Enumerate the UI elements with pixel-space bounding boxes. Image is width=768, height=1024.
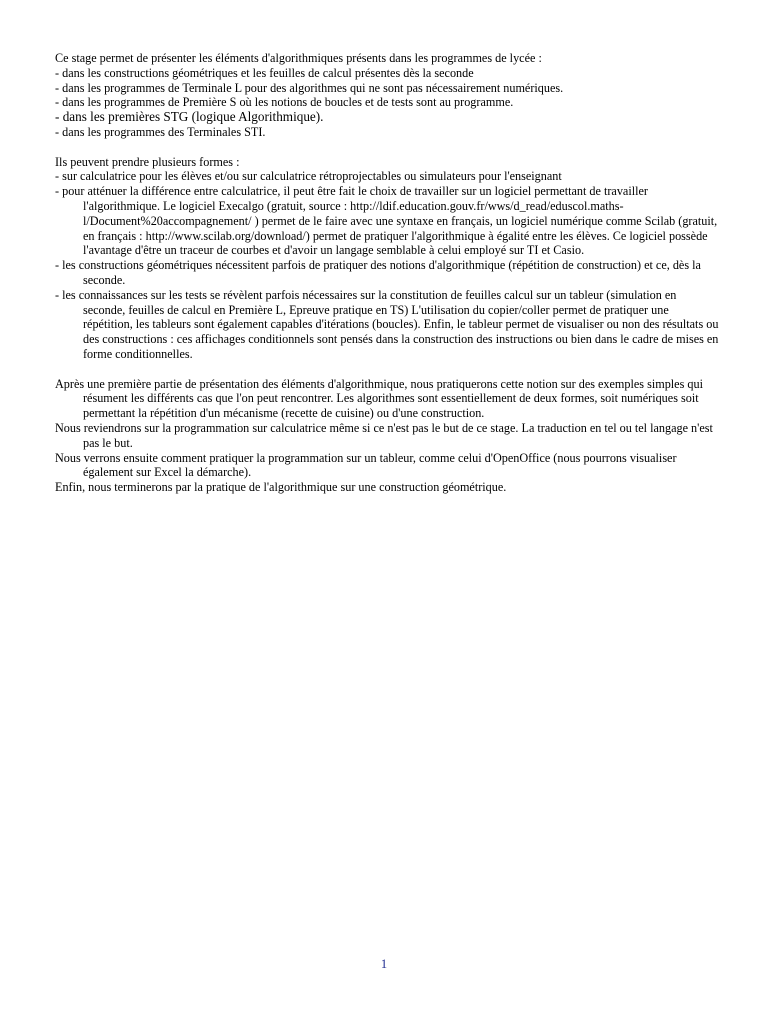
paragraph-gap (55, 140, 720, 155)
plan-item: Après une première partie de présentation des éléments d'algorithmique, nous pratiquerons cette notion sur des exemples simples qui résument les différents cas que l'on peut rencontrer. Les algorithmes sont essentiellement de deux formes, soit numériques soit permettant la répétition d'un mécanisme (recette de cuisine) ou d'une construction. (55, 376, 703, 421)
plan-item: Nous reviendrons sur la programmation sur calculatrice même si ce n'est pas le but de ce stage. La traduction en tel ou tel langage n'est pas le but. (55, 420, 713, 450)
forms-item: - les connaissances sur les tests se révèlent parfois nécessaires sur la constitution de feuilles calcul sur un tableur (simulation en seconde, feuilles de calcul en Première L, Epreuve pratique en TS) L'utilisation du copier/coller permet de pratiquer une répétition, les tableurs sont également capables d'itérations (boucles). Enfin, le tableur permet de visualiser ou non des résultats ou des constructions : ces affichages conditionnels sont pensés dans la construction des instructions ou bien dans le cadre de mises en forme conditionnelles. (55, 287, 719, 361)
forms-lead: Ils peuvent prendre plusieurs formes : (55, 154, 240, 169)
plan-item: Nous verrons ensuite comment pratiquer la programmation sur un tableur, comme celui d'OpenOffice (nous pourrons visualiser également sur Excel la démarche). (55, 450, 677, 480)
paragraph-gap (55, 362, 720, 377)
intro-item: - dans les programmes de Première S où les notions de boucles et de tests sont au programme. (55, 95, 514, 110)
forms-item: - pour atténuer la différence entre calculatrice, il peut être fait le choix de travailler sur un logiciel permettant de travailler l'algorithmique. Le logiciel Execalgo (gratuit, source : http://ldif.education.gouv.fr/wws/d_read/eduscol.maths-l/Document%20accompagnement/ ) permet de le faire avec une syntaxe en français, un logiciel numérique comme Scilab (gratuit, en français : http://www.scilab.org/download/) permet de pratiquer l'algorithmique à égalité entre les élèves. Ce logiciel possède l'avantage d'être un traceur de courbes et d'avoir un langage semblable à celui employé sur TI et Casio. (55, 184, 718, 258)
plan-item: Enfin, nous terminerons par la pratique de l'algorithmique sur une construction géométrique. (55, 480, 507, 495)
intro-section (55, 51, 720, 140)
page-number: 1 (380, 957, 388, 971)
intro-item: - dans les programmes de Terminale L pour des algorithmes qui ne sont pas nécessairement numériques. (55, 80, 564, 95)
intro-item: - dans les premières STG (logique Algorithmique). (55, 109, 324, 125)
intro-item: - dans les programmes des Terminales STI. (55, 124, 266, 139)
forms-section (55, 155, 720, 362)
forms-item: - les constructions géométriques nécessitent parfois de pratiquer des notions d'algorithmique (répétition de construction) et ce, dès la seconde. (55, 258, 701, 287)
document-body (55, 51, 720, 495)
forms-item: - sur calculatrice pour les élèves et/ou sur calculatrice rétroprojectables ou simulateurs pour l'enseignant (55, 169, 562, 184)
intro-lead: Ce stage permet de présenter les éléments d'algorithmiques présents dans les programmes de lycée : (55, 51, 542, 65)
plan-section (55, 377, 720, 495)
intro-item: - dans les constructions géométriques et les feuilles de calcul présentes dès la seconde (55, 65, 474, 80)
